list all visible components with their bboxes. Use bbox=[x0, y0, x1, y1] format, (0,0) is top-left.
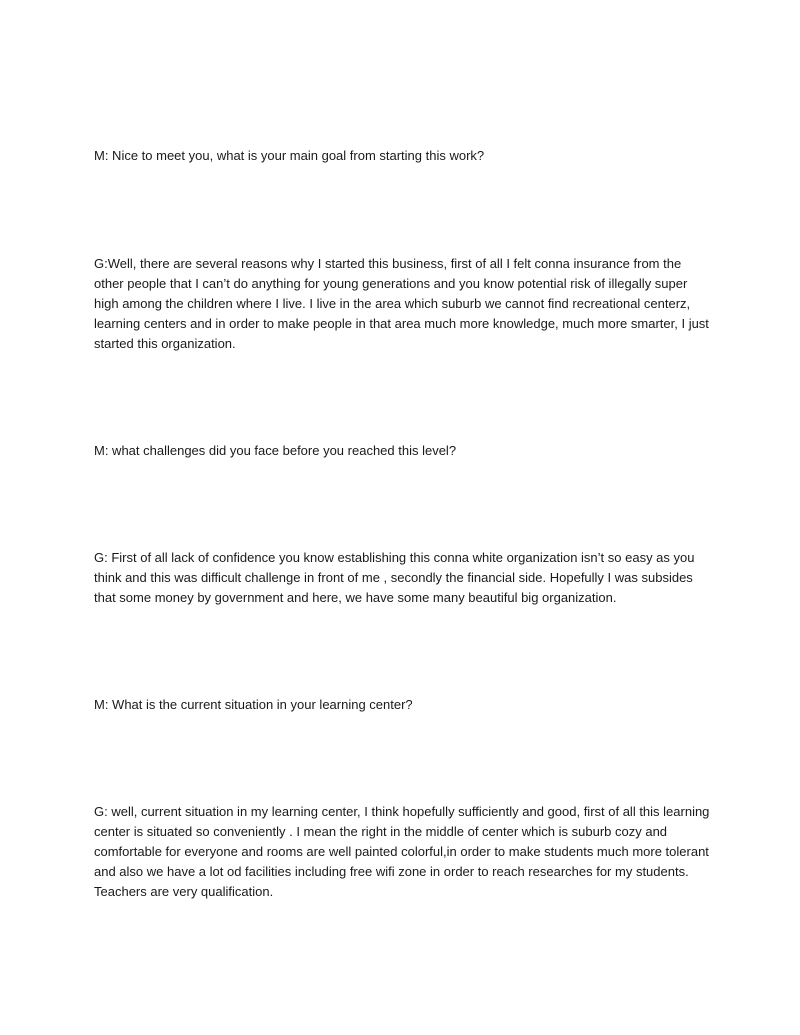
interview-answer-3: G: well, current situation in my learning center, I think hopefully sufficiently and good, first of all this learning center is situated so conveniently . I mean the right in the middle of center which is suburb cozy and comfortable for everyone and rooms are well painted colorful,in order to make students much more tolerant and also we have a lot od facilities including free wifi zone in order to reach researches for my students. Teachers are very qualification. bbox=[94, 804, 710, 899]
interview-question-2: M: what challenges did you face before you reached this level? bbox=[94, 443, 457, 458]
interview-answer-2: G: First of all lack of confidence you know establishing this conna white organization isn’t so easy as you think and this was difficult challenge in front of me , secondly the financial side. Hopefully I was subsides that some money by government and here, we have some many beautiful big organization. bbox=[94, 550, 695, 605]
interview-answer-1: G:Well, there are several reasons why I started this business, first of all I felt conna insurance from the other people that I can’t do anything for young generations and you know potential risk of illegally super high among the children where I live. I live in the area which suburb we cannot find recreational centerz, learning centers and in order to make people in that area much more knowledge, much more smarter, I just started this organization. bbox=[94, 256, 709, 351]
interview-question-3: M: What is the current situation in your learning center? bbox=[94, 697, 413, 712]
interview-question-1: M: Nice to meet you, what is your main goal from starting this work? bbox=[94, 148, 485, 163]
